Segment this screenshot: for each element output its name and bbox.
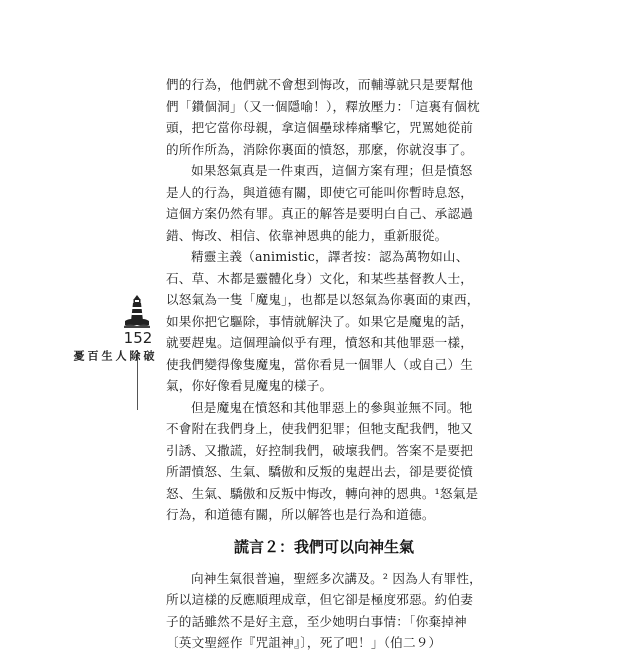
page-number: 152 — [123, 329, 153, 347]
lighthouse-icon — [124, 294, 150, 330]
page-body — [166, 74, 482, 654]
paragraph-4: 但是魔鬼在憤怒和其他罪惡上的參與並無不同。牠不會附在我們身上，使我們犯罪；但牠支配我們，牠又引誘、又撒謊，好控制我們，破壞我們。答案不是要把所謂憤怒、生氣、驕傲和反叛的鬼趕出去，卻是要從憤怒、生氣、驕傲和反叛中悔改，轉向神的恩典。¹怒氣是行為，和道德有關，所以解答也是行為和道德。 — [166, 399, 479, 522]
section-heading: 謊言２：我們可以向神生氣 — [233, 537, 414, 556]
paragraph-5: 向神生氣很普遍，聖經多次講及。² 因為人有罪性，所以這樣的反應順理成章，但它卻是極度邪惡。約伯妻子的話雖然不是好主意，至少她明白事情：「你棄掉神〔英文聖經作『咒詛神』〕，死了吧！」（伯二９） — [166, 570, 482, 650]
book-title: 破除人生百憂 — [72, 350, 155, 362]
paragraph-3: 精靈主義（animistic，譯者按：認為萬物如山、石、草、木都是靈體化身）文化，和某些基督教人士，以怒氣為一隻「魔鬼」，也都是以怒氣為你裏面的東西，如果你把它驅除，事情就解決了。如果它是魔鬼的話，就要趕鬼。這個理論似乎有理，憤怒和其他罪惡一樣，使我們變得像隻魔鬼，當你看見一個罪人（或自己）生氣，你好像看見魔鬼的樣子。 — [166, 249, 480, 393]
paragraph-1: 們的行為，他們就不會想到悔改，而輔導就只是要幫他們「鑽個洞」（又一個隱喻！），釋放壓力：「這裏有個枕頭，把它當你母親，拿這個壘球棒痛擊它，咒罵她從前的所作所為，消除你裏面的憤怒，那麼，你就沒事了。 — [166, 77, 480, 157]
paragraph-2: 如果怒氣真是一件東西，這個方案有理；但是憤怒是人的行為，與道德有關，即使它可能叫你暫時息怒，這個方案仍然有罪。真正的解答是要明白自己、承認過錯、悔改、相信、依靠神恩典的能力，重新服從。 — [166, 163, 474, 243]
